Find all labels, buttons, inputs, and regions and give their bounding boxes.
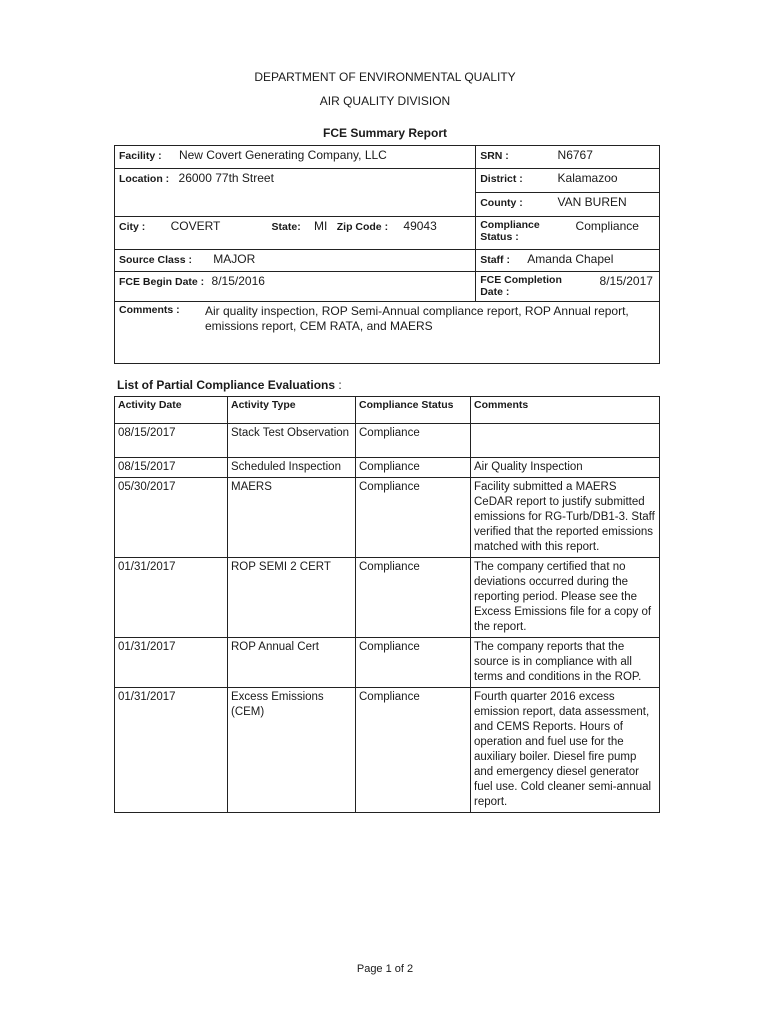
facility-label: Facility : (119, 150, 162, 162)
activity-comments: Fourth quarter 2016 excess emission report, data assessment, and CEMS Reports. Hours of operation and fuel use for the auxiliary boiler. Diesel fire pump and emergency diesel generator fuel use. Cold cleaner semi-annual report. (471, 688, 660, 813)
partial-evaluations-colon: : (338, 378, 342, 392)
activity-comments: The company certified that no deviations occurred during the reporting period. Please see the Excess Emissions file for a copy of the report. (471, 558, 660, 638)
table-row (115, 424, 660, 458)
compliance-status: Compliance (356, 478, 471, 558)
district-label: District : (480, 173, 523, 185)
activity-comments: Facility submitted a MAERS CeDAR report to justify submitted emissions for RG-Turb/DB1-3. Staff verified that the reported emissions matched with this report. (471, 478, 660, 558)
header-compliance-status: Compliance Status (356, 397, 471, 424)
compliance-status: Compliance (356, 424, 471, 458)
activity-date: 01/31/2017 (115, 558, 228, 638)
activity-date: 05/30/2017 (115, 478, 228, 558)
compliance-status-cell (476, 217, 660, 250)
activity-date: 08/15/2017 (115, 458, 228, 478)
source-class-cell (115, 250, 476, 272)
partial-evaluations-heading (117, 378, 342, 392)
division-heading: AIR QUALITY DIVISION (319, 94, 451, 108)
activity-type: Stack Test Observation (228, 424, 356, 458)
page-number: Page 1 of 2 (356, 963, 414, 975)
compliance-status: Compliance (356, 458, 471, 478)
partial-evaluations-title: List of Partial Compliance Evaluations (117, 378, 336, 392)
fce-completion-value: 8/15/2017 (599, 274, 653, 288)
facility-summary-table (114, 145, 660, 364)
activity-type: ROP SEMI 2 CERT (228, 558, 356, 638)
activity-comments: Air Quality Inspection (471, 458, 660, 478)
table-row (115, 478, 660, 558)
activity-type: ROP Annual Cert (228, 638, 356, 688)
staff-label: Staff : (480, 254, 510, 266)
activity-type: MAERS (228, 478, 356, 558)
header-comments: Comments (471, 397, 660, 424)
zip-value: 49043 (403, 219, 437, 233)
fce-begin-cell (115, 272, 476, 302)
location-cell (115, 169, 476, 217)
table-row (115, 638, 660, 688)
source-class-label: Source Class : (119, 254, 192, 266)
facility-value: New Covert Generating Company, LLC (178, 148, 387, 162)
table-row (115, 558, 660, 638)
compliance-status: Compliance (356, 558, 471, 638)
department-heading: DEPARTMENT OF ENVIRONMENTAL QUALITY (254, 70, 516, 84)
srn-value: N6767 (557, 148, 593, 162)
activity-comments: The company reports that the source is in compliance with all terms and conditions in the ROP. (471, 638, 660, 688)
zip-label: Zip Code : (336, 221, 389, 233)
activity-date: 01/31/2017 (115, 638, 228, 688)
activity-table (114, 396, 660, 813)
activity-comments (471, 424, 660, 458)
compliance-status: Compliance (356, 638, 471, 688)
report-title: FCE Summary Report (322, 126, 448, 140)
state-value: MI (314, 219, 328, 233)
compliance-status-label: Compliance Status : (480, 219, 540, 243)
fce-completion-label: FCE Completion Date : (480, 274, 562, 298)
table-row (115, 458, 660, 478)
srn-label: SRN : (480, 150, 509, 162)
city-value: COVERT (170, 219, 221, 233)
district-county-cell (476, 169, 660, 217)
city-state-zip-cell (115, 217, 476, 250)
activity-date: 08/15/2017 (115, 424, 228, 458)
county-label: County : (480, 197, 523, 209)
fce-completion-cell (476, 272, 660, 302)
activity-type: Scheduled Inspection (228, 458, 356, 478)
staff-value: Amanda Chapel (527, 252, 614, 266)
city-label: City : (119, 221, 146, 233)
srn-cell (476, 146, 660, 169)
staff-cell (476, 250, 660, 272)
comments-value: Air quality inspection, ROP Semi-Annual compliance report, ROP Annual report, emissions report, CEM RATA, and MAERS (205, 304, 629, 333)
compliance-status-value: Compliance (575, 219, 639, 233)
compliance-status: Compliance (356, 688, 471, 813)
activity-type: Excess Emissions (CEM) (228, 688, 356, 813)
location-value: 26000 77th Street (178, 171, 274, 185)
facility-cell (115, 146, 476, 169)
activity-table-header (115, 397, 660, 424)
comments-label: Comments : (119, 304, 180, 316)
fce-begin-value: 8/15/2016 (211, 274, 265, 288)
table-row (115, 688, 660, 813)
activity-date: 01/31/2017 (115, 688, 228, 813)
location-label: Location : (119, 173, 170, 185)
header-activity-type: Activity Type (228, 397, 356, 424)
district-value: Kalamazoo (557, 171, 618, 185)
county-value: VAN BUREN (557, 195, 627, 209)
header-activity-date: Activity Date (115, 397, 228, 424)
source-class-value: MAJOR (213, 252, 256, 266)
fce-begin-label: FCE Begin Date : (119, 276, 205, 288)
comments-cell (115, 302, 660, 364)
state-label: State: (271, 221, 301, 233)
